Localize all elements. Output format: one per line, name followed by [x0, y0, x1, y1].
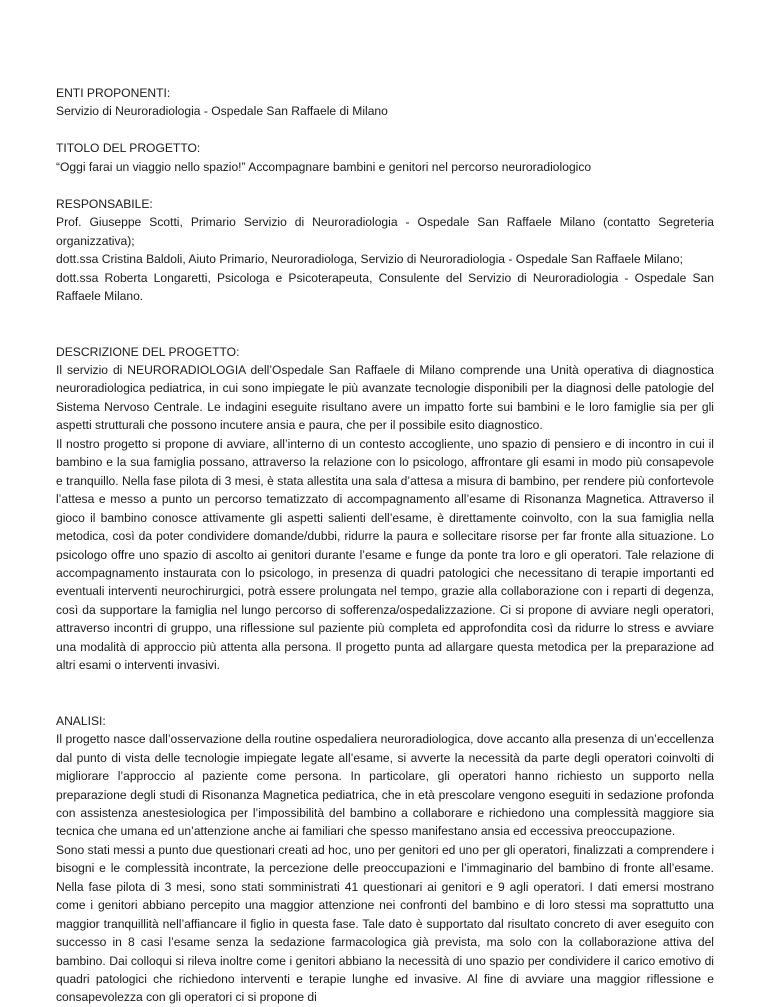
enti-text: Servizio di Neuroradiologia - Ospedale San Raffaele di Milano: [56, 104, 388, 119]
spacer: [56, 121, 714, 140]
titolo-heading: TITOLO DEL PROGETTO:: [56, 141, 201, 156]
responsabile-heading: RESPONSABILE:: [56, 196, 153, 211]
responsabile-entry: Prof. Giuseppe Scotti, Primario Servizio di Neuroradiologia - Ospedale San Raffaele Milano (contatto Segreteria organizzativa);: [56, 215, 714, 248]
descrizione-paragraph: Il servizio di NEURORADIOLOGIA dell’Ospedale San Raffaele di Milano comprende una Unità operativa di diagnostica neuroradiologica pediatrica, in cui sono impiegate le più avanzate tecnologie disponibili per la diagnosi delle patologie del Sistema Nervoso Centrale. Le indagini eseguite risultano avere un impatto forte sui bambini e le loro famiglie sia per gli aspetti strutturali che possono incutere ansia e paura, che per il possibile esito diagnostico.: [56, 362, 714, 433]
enti-heading: ENTI PROPONENTI:: [56, 86, 171, 100]
spacer: [56, 306, 714, 343]
responsabile-entry: dott.ssa Roberta Longaretti, Psicologa e Psicoterapeuta, Consulente del Servizio di Neuroradiologia - Ospedale San Raffaele Milano.: [56, 270, 714, 304]
spacer: [56, 675, 714, 712]
descrizione-heading: DESCRIZIONE DEL PROGETTO:: [56, 344, 240, 359]
spacer: [56, 176, 714, 195]
document-page: [56, 84, 714, 1007]
analisi-heading: ANALISI:: [56, 713, 106, 728]
titolo-text: “Oggi farai un viaggio nello spazio!” Accompagnare bambini e genitori nel percorso neuroradiologico: [56, 159, 592, 174]
responsabile-entry: dott.ssa Cristina Baldoli, Aiuto Primario, Neuroradiologa, Servizio di Neuroradiologia - Ospedale San Raffaele Milano;: [56, 252, 683, 267]
analisi-paragraph: Sono stati messi a punto due questionari creati ad hoc, uno per genitori ed uno per gli operatori, finalizzati a comprendere i bisogni e le complessità incontrate, la percezione delle preoccupazioni e l’immaginario del bambino di fronte all’esame. Nella fase pilota di 3 mesi, sono stati somministrati 41 questionari ai genitori e 9 agli operatori. I dati emersi mostrano come i genitori abbiano percepito una maggior attenzione nei confronti del bambino e di loro stessi ma soprattutto una maggior tranquillità nell’affiancare il figlio in questa fase. Tale dato è supportato dal risultato concreto di aver eseguito con successo in 8 casi l’esame senza la sedazione farmacologica già prevista, ma solo con la collaborazione attiva del bambino. Dai colloqui si rileva inoltre come i genitori abbiano la necessità di uno spazio per condividere il carico emotivo di quadri patologici che richiedono interventi e terapie lunghe ed invasive. Al fine di avviare una maggior riflessione e consapevolezza con gli operatori ci si propone di: [56, 842, 714, 1005]
analisi-paragraph: Il progetto nasce dall’osservazione della routine ospedaliera neuroradiologica, dove accanto alla presenza di un’eccellenza dal punto di vista delle tecnologie impiegate legate all’esame, si avverte la necessità da parte degli operatori coinvolti di migliorare l’approccio al paziente come persona. In particolare, gli operatori hanno richiesto un supporto nella preparazione degli studi di Risonanza Magnetica pediatrica, che in età prescolare vengono eseguiti in sedazione profonda con assistenza anestesiologica per l’impossibilità del bambino a collaborare e richiedono una complessità maggiore sia tecnica che umana ed un’attenzione anche ai familiari che spesso manifestano ansia ed eccessiva preoccupazione.: [56, 732, 714, 839]
descrizione-paragraph: Il nostro progetto si propone di avviare, all’interno di un contesto accogliente, uno spazio di pensiero e di incontro in cui il bambino e la sua famiglia possano, attraverso la relazione con lo psicologo, affrontare gli esami in modo più consapevole e tranquillo. Nella fase pilota di 3 mesi, è stata allestita una sala d’attesa a misura di bambino, per rendere più confortevole l’attesa e messo a punto un percorso tematizzato di accompagnamento all’esame di Risonanza Magnetica. Attraverso il gioco il bambino conosce attivamente gli aspetti salienti dell’esame, è direttamente coinvolto, con la sua famiglia nella metodica, così da poter condividere domande/dubbi, ridurre la paura e sollecitare risorse per far fronte alla situazione. Lo psicologo offre uno spazio di ascolto ai genitori durante l’esame e funge da ponte tra loro e gli operatori. Tale relazione di accompagnamento instaurata con lo psicologo, in presenza di quadri patologici che necessitano di terapie importanti ed eventuali interventi neurochirurgici, potrà essere prolungata nel tempo, grazie alla collaborazione con i reparti di degenza, così da supportare la famiglia nel lungo percorso di sofferenza/ospedalizzazione. Ci si propone di avviare negli operatori, attraverso incontri di gruppo, una riflessione sul paziente più completa ed approfondita così da ridurre lo stress e avviare una modalità di approccio più attenta alla persona. Il progetto punta ad allargare questa metodica per la preparazione ad altri esami o interventi invasivi.: [56, 436, 714, 673]
